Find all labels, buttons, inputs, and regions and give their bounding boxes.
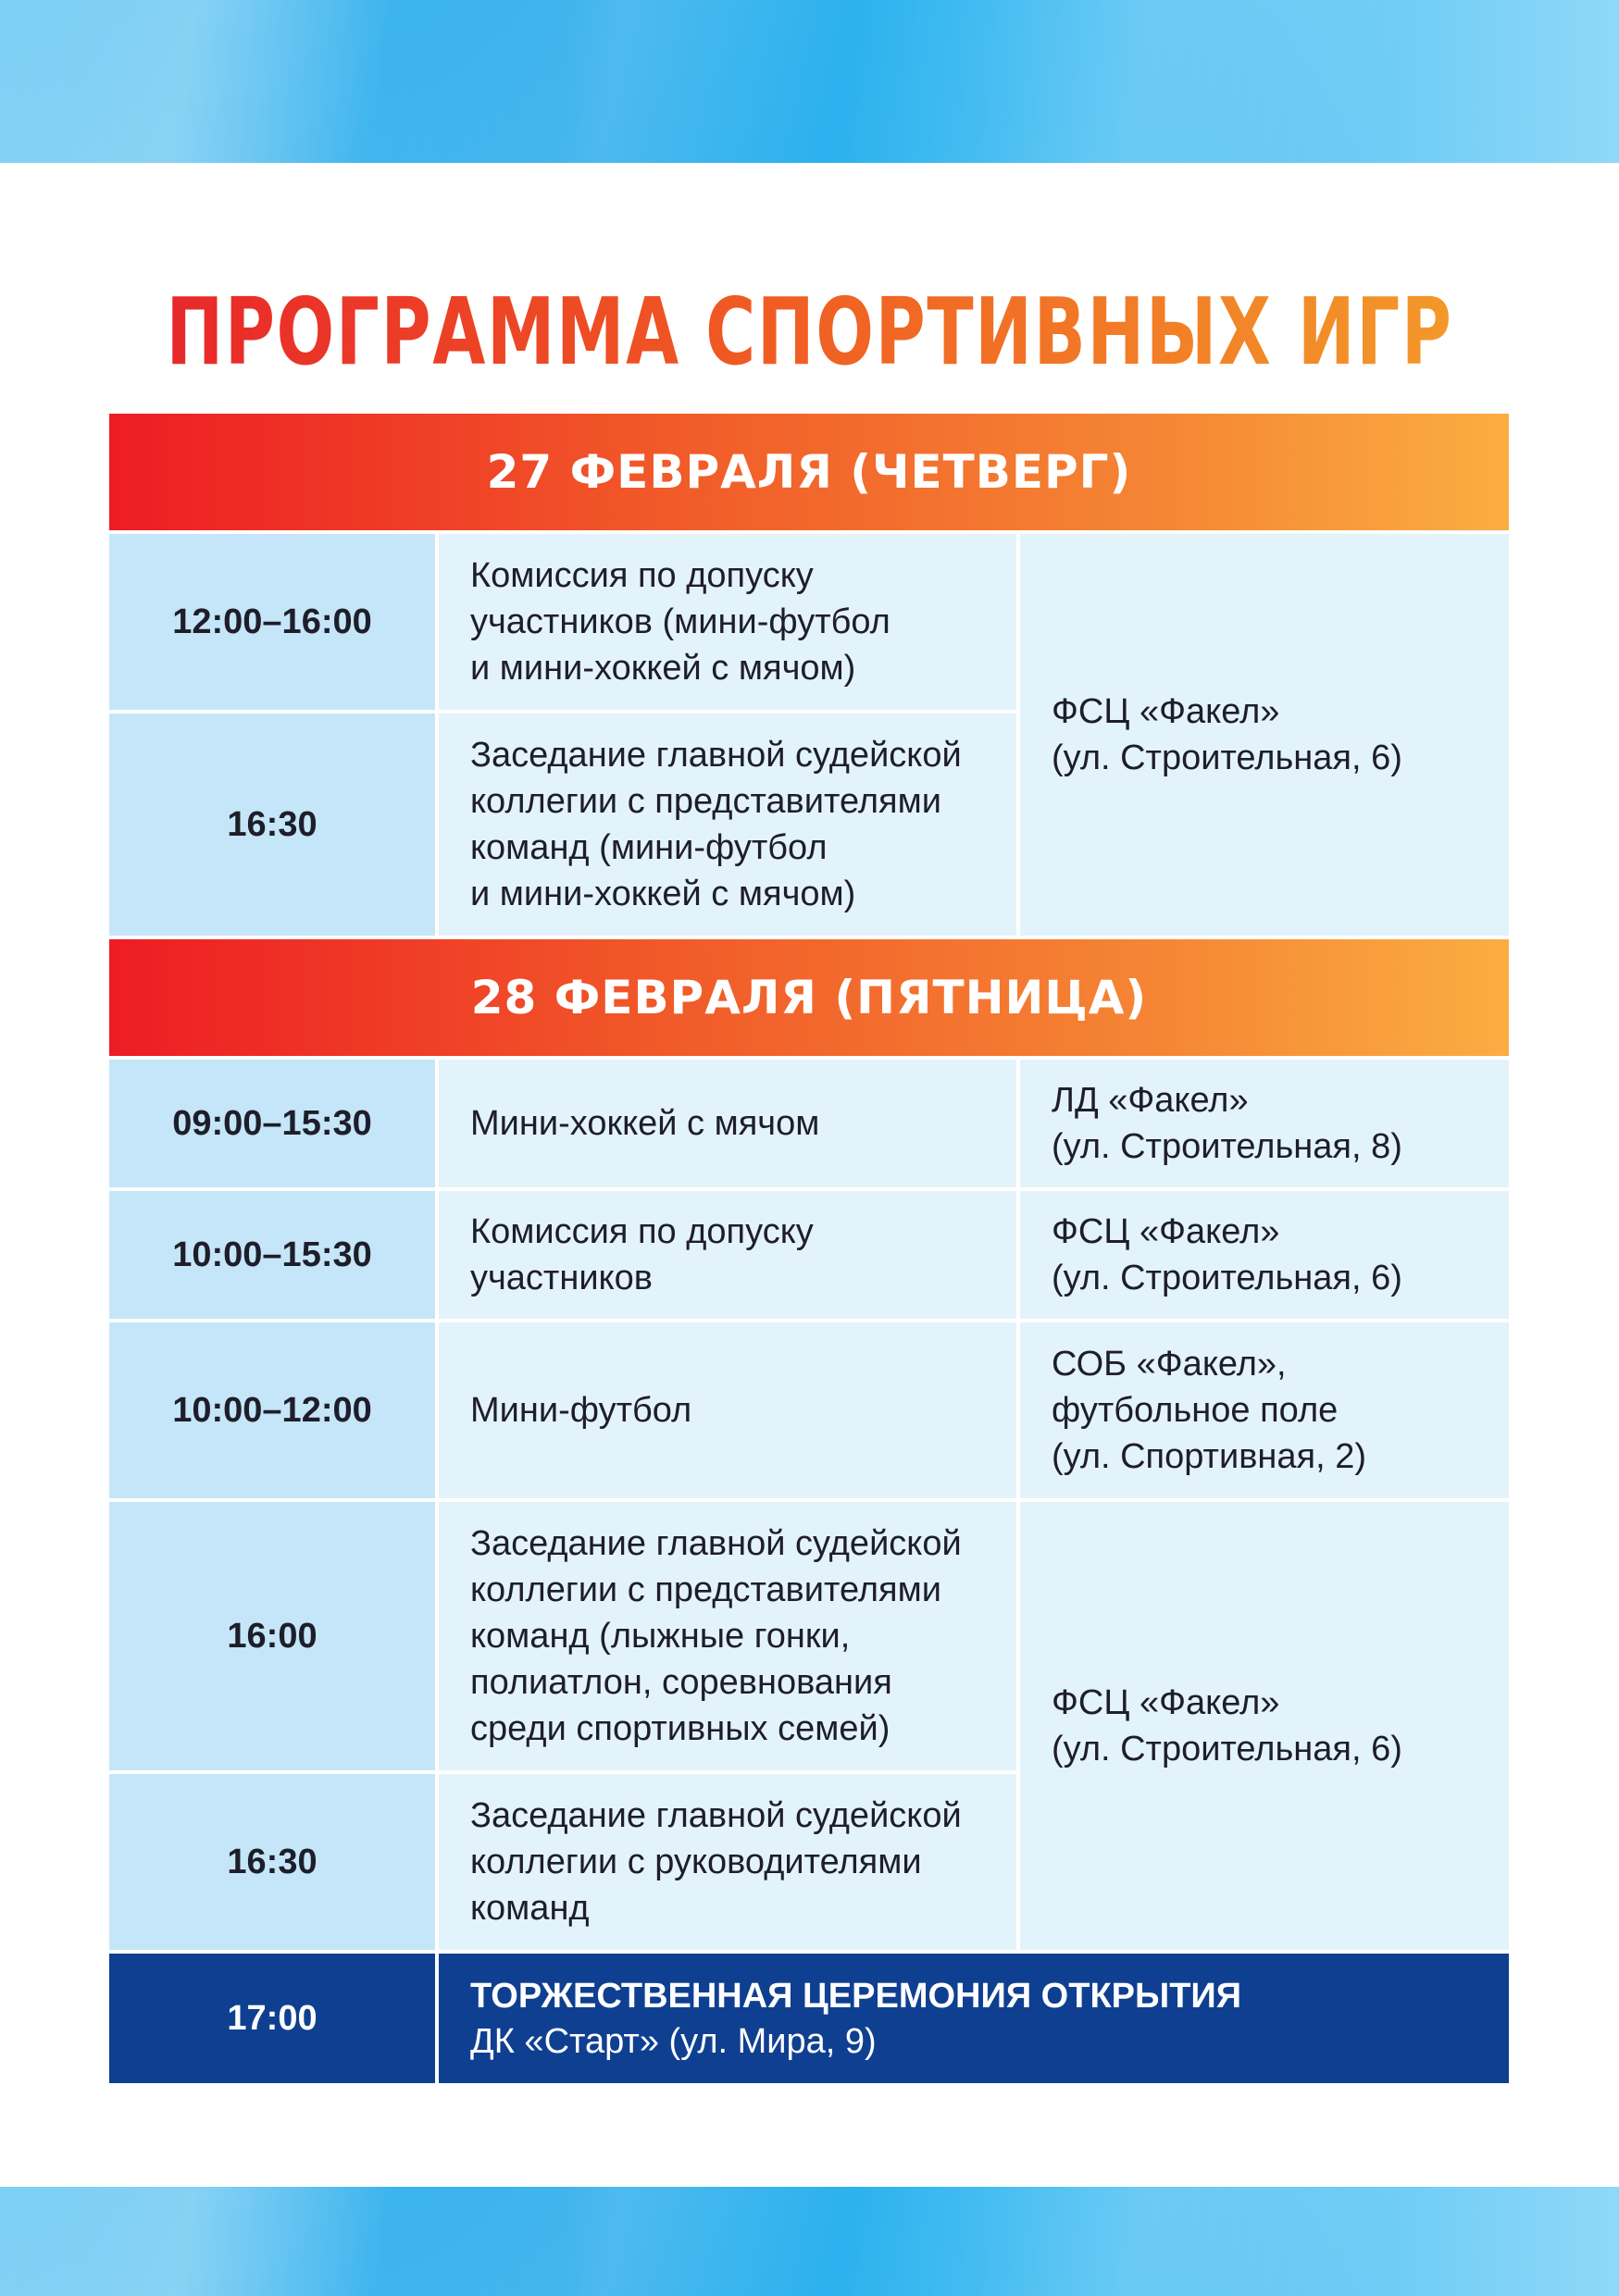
place-cell: ФСЦ «Факел» (ул. Строительная, 6) [1020,534,1509,936]
event-cell: Комиссия по допуску участников [439,1191,1016,1319]
ceremony-place: ДК «Старт» (ул. Мира, 9) [470,2022,877,2061]
time-cell: 10:00–12:00 [109,1322,435,1498]
time-cell: 16:30 [109,1774,435,1950]
time-cell: 16:00 [109,1502,435,1770]
event-cell: Заседание главной судейской коллегии с представителями команд (лыжные гонки, полиатлон, соревнования среди спортивных семей) [439,1502,1016,1770]
place-cell: ФСЦ «Факел» (ул. Строительная, 6) [1020,1191,1509,1319]
event-cell: Мини-футбол [439,1322,1016,1498]
place-cell: ФСЦ «Факел» (ул. Строительная, 6) [1020,1502,1509,1950]
top-decorative-band [0,0,1619,163]
day-header-feb27: 27 ФЕВРАЛЯ (ЧЕТВЕРГ) [109,414,1509,530]
ceremony-details [439,1954,1509,2083]
time-cell: 16:30 [109,714,435,936]
page-title: ПРОГРАММА СПОРТИВНЫХ ИГР [145,278,1473,386]
time-cell: 10:00–15:30 [109,1191,435,1319]
event-cell: Комиссия по допуску участников (мини-футбол и мини-хоккей с мячом) [439,534,1016,710]
day-header-feb28: 28 ФЕВРАЛЯ (ПЯТНИЦА) [109,939,1509,1056]
ceremony-time: 17:00 [109,1954,435,2083]
place-cell: СОБ «Факел», футбольное поле (ул. Спортивная, 2) [1020,1322,1509,1498]
time-cell: 12:00–16:00 [109,534,435,710]
event-cell: Заседание главной судейской коллегии с руководителями команд [439,1774,1016,1950]
place-cell: ЛД «Факел» (ул. Строительная, 8) [1020,1060,1509,1187]
event-cell: Заседание главной судейской коллегии с представителями команд (мини-футбол и мини-хоккей с мячом) [439,714,1016,936]
bottom-decorative-band [0,2187,1619,2296]
time-cell: 09:00–15:30 [109,1060,435,1187]
opening-ceremony-row [109,1954,1509,2083]
ceremony-title: ТОРЖЕСТВЕННАЯ ЦЕРЕМОНИЯ ОТКРЫТИЯ [470,1977,1242,2016]
event-cell: Мини-хоккей с мячом [439,1060,1016,1187]
